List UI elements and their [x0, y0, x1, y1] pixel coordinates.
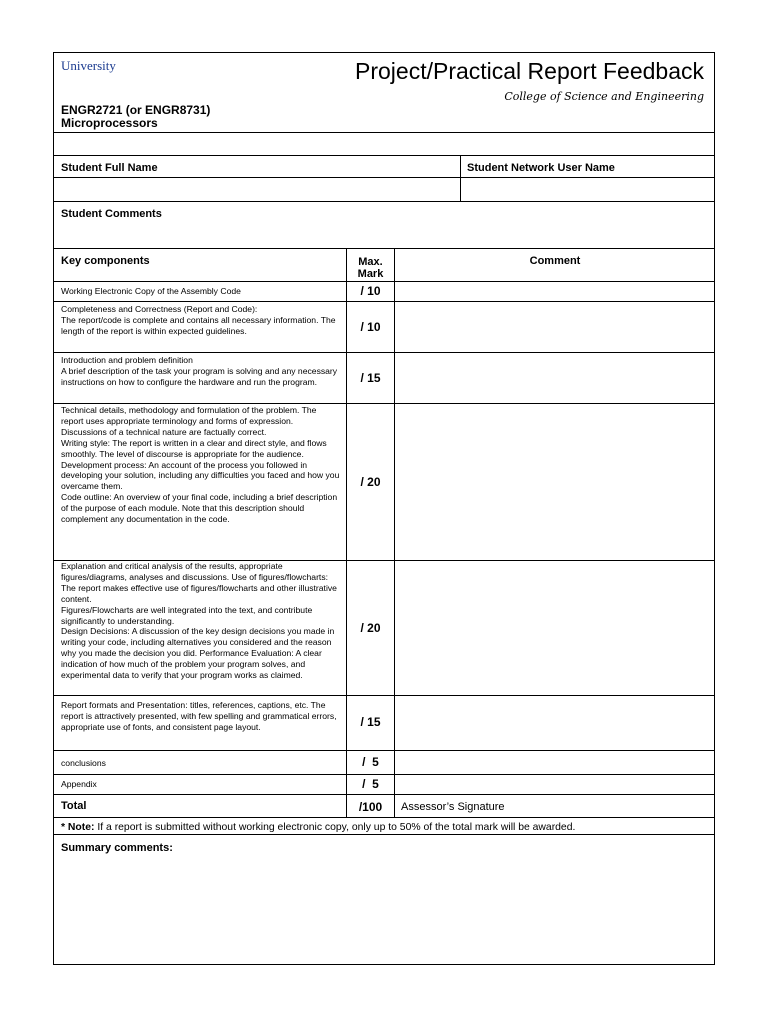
- comment-header: Comment: [529, 255, 581, 267]
- college-name: College of Science and Engineering: [504, 90, 704, 103]
- student-full-name-field[interactable]: [55, 178, 459, 200]
- max-mark: / 10: [360, 284, 381, 298]
- component-description: Appendix: [61, 779, 97, 789]
- summary-comments-label: Summary comments:: [61, 842, 173, 854]
- max-mark: / 20: [360, 621, 381, 635]
- student-network-user-label: Student Network User Name: [467, 162, 615, 174]
- divider: [54, 817, 714, 818]
- max-mark: / 20: [360, 475, 381, 489]
- comment-field[interactable]: [395, 775, 715, 794]
- feedback-form: [53, 52, 715, 965]
- assessor-signature-label: Assessor’s Signature: [401, 801, 505, 813]
- summary-comments-field[interactable]: [55, 858, 714, 963]
- comment-field[interactable]: [395, 561, 715, 695]
- course-name: Microprocessors: [61, 116, 158, 130]
- student-network-user-field[interactable]: [461, 178, 714, 200]
- student-comments-label: Student Comments: [61, 208, 162, 220]
- total-label: Total: [61, 800, 87, 812]
- comment-field[interactable]: [395, 751, 715, 774]
- divider: [54, 834, 714, 835]
- max-mark: / 15: [360, 371, 381, 385]
- divider: [54, 794, 714, 795]
- comment-field[interactable]: [395, 302, 715, 352]
- comment-field[interactable]: [395, 404, 715, 560]
- note: [61, 822, 575, 833]
- max-mark: / 15: [360, 715, 381, 729]
- note-label: * Note:: [61, 822, 95, 833]
- comment-field[interactable]: [395, 353, 715, 403]
- max-mark: / 10: [360, 320, 381, 334]
- comment-field[interactable]: [395, 282, 715, 301]
- student-comments-field[interactable]: [55, 221, 714, 247]
- university-logo: University: [61, 58, 116, 73]
- max-mark-header: Max. Mark: [357, 256, 384, 280]
- max-mark: / 5: [362, 755, 379, 769]
- component-description: Report formats and Presentation: titles, references, captions, etc. The report is attractively presented, with few spelling and grammatical errors, appropriate use of fonts, and consistent page layout.: [61, 700, 337, 732]
- divider: [54, 132, 714, 133]
- component-description: Working Electronic Copy of the Assembly Code: [61, 286, 241, 296]
- component-description: Technical details, methodology and formulation of the problem. The report uses appropriate terminology and forms of expression. Discussions of a technical nature are factually correct. Writing style: The report is written in a clear and direct style, and flows smoothly. The level of discourse is appropriate for the audience. Development process: An account of the process you followed in developing your solution, including any difficulties you faced and how you overcame them. Code outline: An overview of your final code, including a brief description of the purpose of each module. Note that this description should complement any documentation in the code.: [61, 405, 340, 525]
- comment-field[interactable]: [395, 696, 715, 750]
- component-description: conclusions: [61, 758, 106, 768]
- course-info: [61, 104, 210, 130]
- divider: [54, 201, 714, 202]
- divider: [54, 248, 714, 249]
- total-mark: /100: [358, 800, 383, 814]
- course-code: ENGR2721 (or ENGR8731): [61, 103, 211, 117]
- divider: [54, 155, 714, 156]
- note-text: If a report is submitted without working electronic copy, only up to 50% of the total mark will be awarded.: [94, 822, 576, 833]
- key-components-header: Key components: [61, 255, 150, 267]
- student-full-name-label: Student Full Name: [61, 162, 158, 174]
- max-mark: / 5: [362, 777, 379, 791]
- component-description: Introduction and problem definition A brief description of the task your program is solving and any necessary instructions on how to configure the hardware and run the program.: [61, 355, 338, 387]
- form-title: Project/Practical Report Feedback: [355, 58, 704, 84]
- component-description: Completeness and Correctness (Report and Code): The report/code is complete and contains all necessary information. The length of the report is within expected guidelines.: [61, 304, 336, 336]
- component-description: Explanation and critical analysis of the results, appropriate figures/diagrams, analyses and discussions. Use of figures/flowcharts: The report makes effective use of figures/flowcharts and other illustrative content. Figures/Flowcharts are well integrated into the text, and contribute significantly to understanding. Design Decisions: A discussion of the key design decisions you made in writing your code, including alternatives you considered and the reason why you made the decision you did. Performance Evaluation: A clear indication of how much of the problem your program solves, and experimental data to verify that your program works as claimed.: [61, 561, 337, 681]
